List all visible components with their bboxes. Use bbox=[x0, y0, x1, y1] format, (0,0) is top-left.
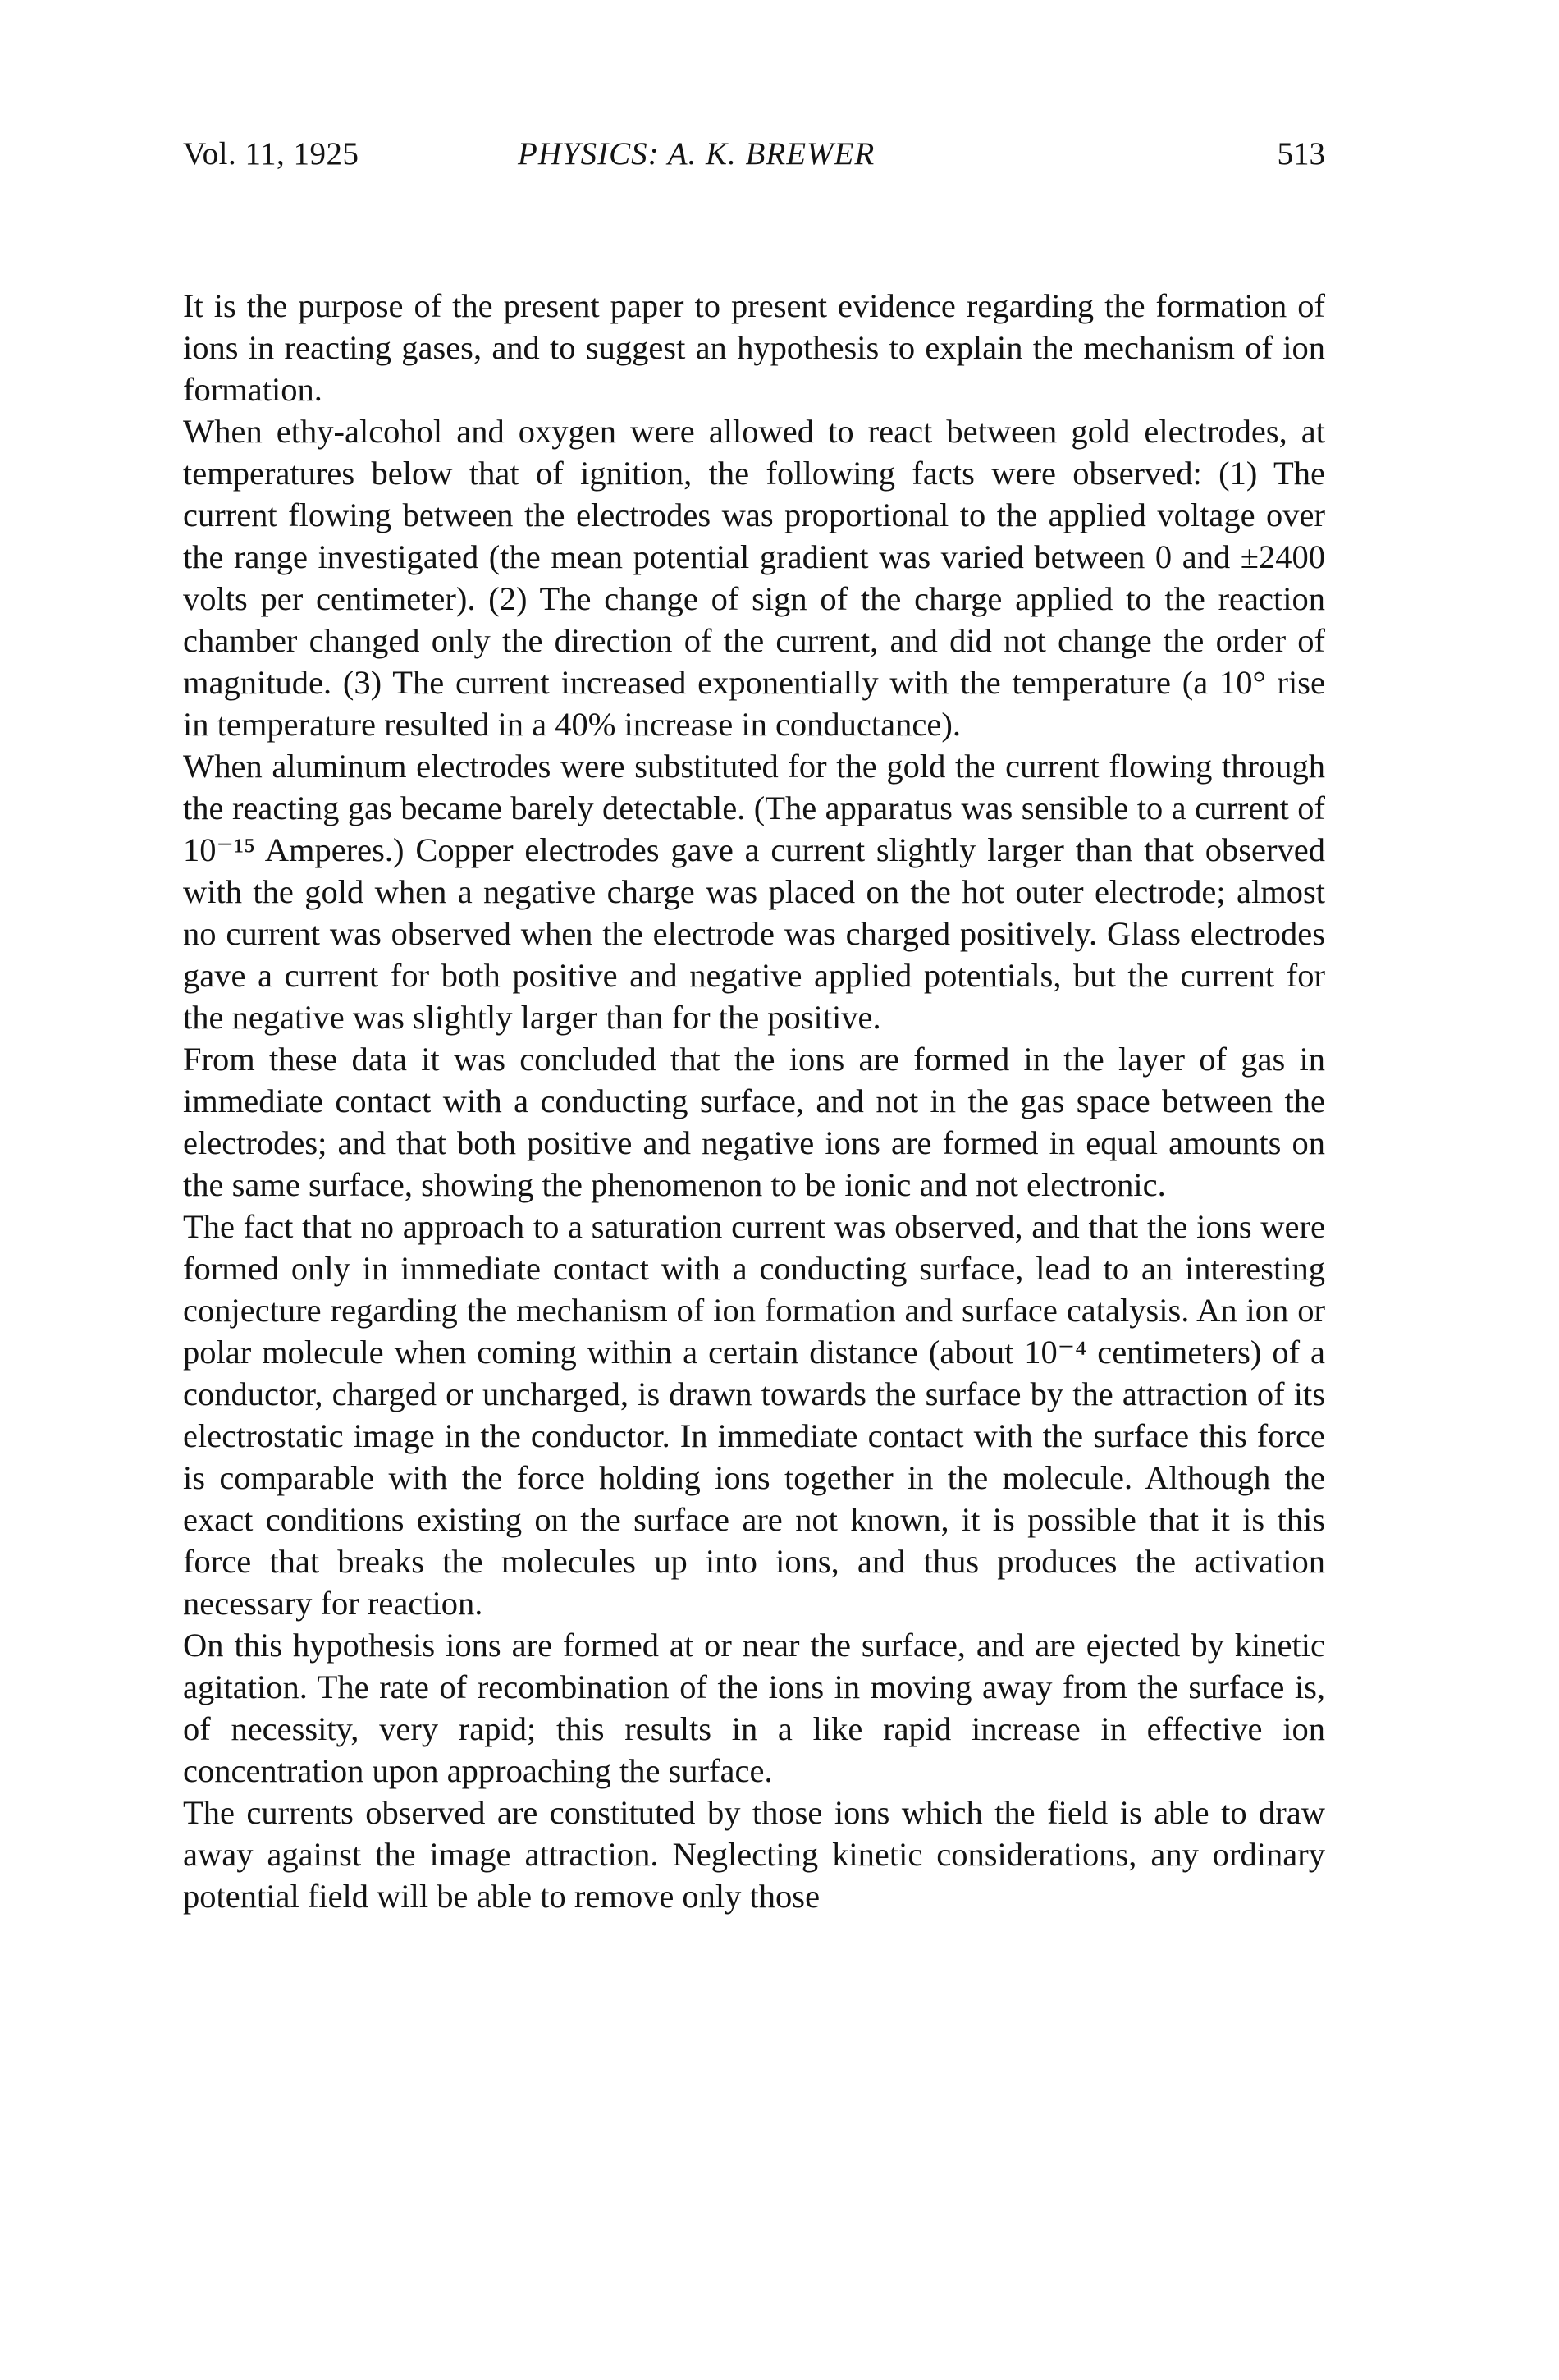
paragraph-gold-electrodes: When ethy-alcohol and oxygen were allowed to react between gold electrodes, at temperatures below that of ignition, the following facts were observed: (1) The current flowing between the electrodes was proportional to the applied voltage over the range investigated (the mean potential gradient was varied between 0 and ±2400 volts per centimeter). (2) The change of sign of the charge applied to the reaction chamber changed only the direction of the current, and did not change the order of magnitude. (3) The current increased exponentially with the temperature (a 10° rise in temperature resulted in a 40% increase in conductance). bbox=[183, 413, 1325, 743]
paragraph-conclusion: From these data it was concluded that the ions are formed in the layer of gas in immediate contact with a conducting surface, and not in the gas space between the electrodes; and that both positive and negative ions are formed in equal amounts on the same surface, showing the phenomenon to be ionic and not electronic. bbox=[183, 1041, 1325, 1203]
paragraph-other-electrodes: When aluminum electrodes were substituted for the gold the current flowing through the reacting gas became barely detectable. (The apparatus was sensible to a current of 10⁻¹⁵ Amperes.) Copper electrodes gave a current slightly larger than that observed with the gold when a negative charge was placed on the hot outer electrode; almost no current was observed when the electrode was charged positively. Glass electrodes gave a current for both positive and negative applied potentials, but the current for the negative was slightly larger than for the positive. bbox=[183, 748, 1325, 1036]
paragraph-hypothesis: On this hypothesis ions are formed at or near the surface, and are ejected by kinetic agitation. The rate of recombination of the ions in moving away from the surface is, of necessity, very rapid; this results in a like rapid increase in effective ion concentration upon approaching the surface. bbox=[183, 1627, 1325, 1789]
volume-year: Vol. 11, 1925 bbox=[183, 136, 359, 172]
paragraph-purpose: It is the purpose of the present paper to present evidence regarding the formation of ions in reacting gases, and to suggest an hypothesis to explain the mechanism of ion formation. bbox=[183, 287, 1325, 408]
paragraph-currents: The currents observed are constituted by those ions which the field is able to draw away against the image attraction. Neglecting kinetic considerations, any ordinary potential field will be able to remove only those bbox=[183, 1794, 1325, 1915]
running-header bbox=[183, 130, 1325, 179]
article-body bbox=[183, 285, 1325, 1917]
page-number: 513 bbox=[1277, 136, 1325, 172]
paragraph-conjecture: The fact that no approach to a saturation current was observed, and that the ions were formed only in immediate contact with a conducting surface, lead to an interesting conjecture regarding the mechanism of ion formation and surface catalysis. An ion or polar molecule when coming within a certain distance (about 10⁻⁴ centimeters) of a conductor, charged or uncharged, is drawn towards the surface by the attraction of its electrostatic image in the conductor. In immediate contact with the surface this force is comparable with the force holding ions together in the molecule. Although the exact conditions existing on the surface are not known, it is possible that it is this force that breaks the molecules up into ions, and thus produces the activation necessary for reaction. bbox=[183, 1208, 1325, 1622]
running-title: PHYSICS: A. K. BREWER bbox=[518, 136, 876, 172]
